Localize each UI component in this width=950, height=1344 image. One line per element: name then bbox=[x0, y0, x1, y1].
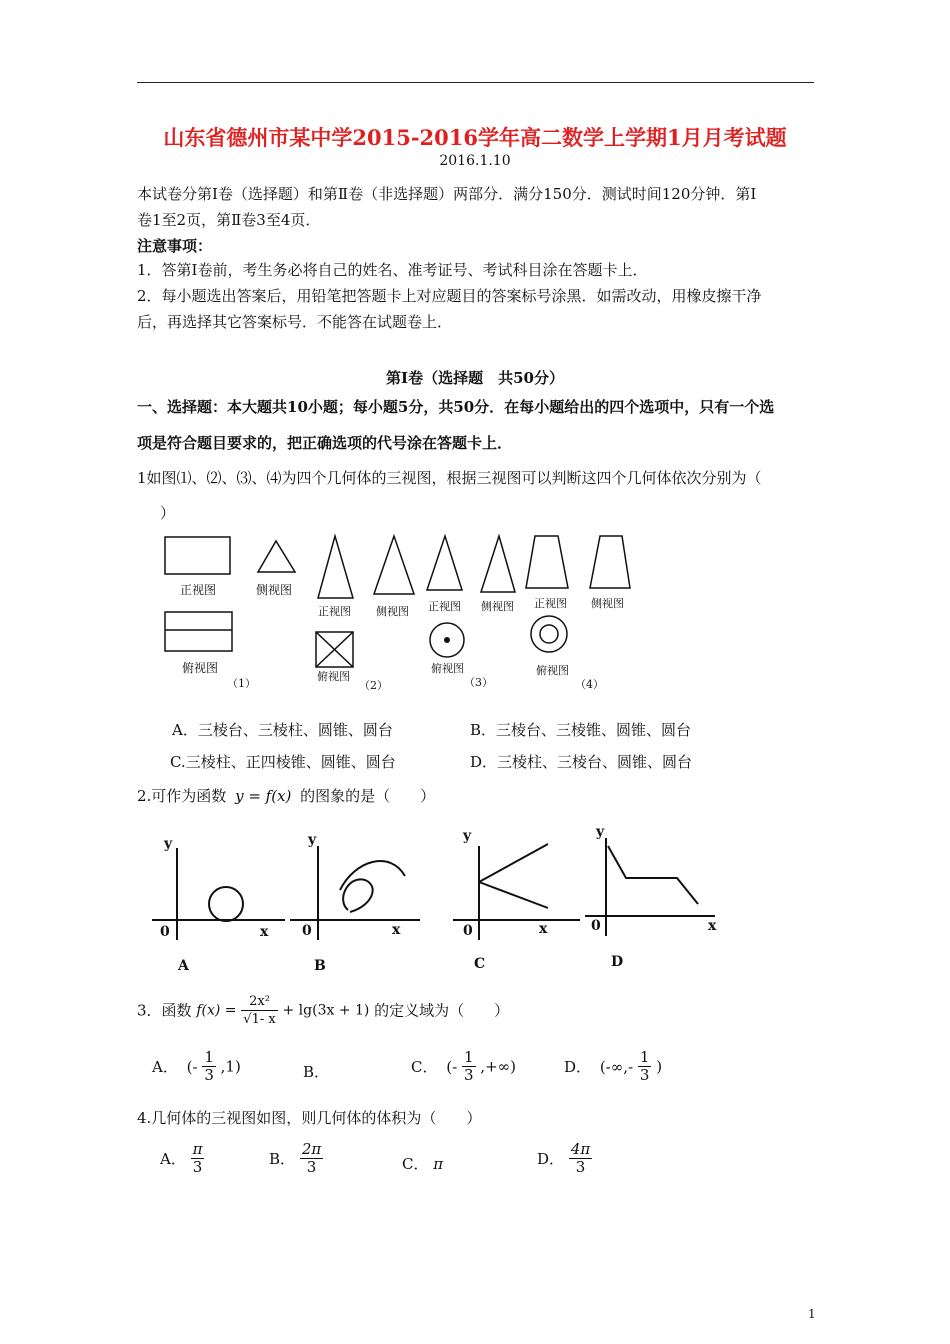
graph-b-x-label: x bbox=[392, 922, 401, 938]
q4-stem: 4.几何体的三视图如图，则几何体的体积为（ ） bbox=[137, 1109, 482, 1127]
graph-b-label: B bbox=[314, 958, 326, 974]
fig4-front-view bbox=[526, 536, 568, 588]
graph-c-x-label: x bbox=[539, 921, 548, 937]
q3-func-rest: + lg(3x + 1) bbox=[282, 1002, 370, 1019]
q3-stem-post: 的定义域为（ ） bbox=[374, 1001, 510, 1020]
graph-d-origin: 0 bbox=[591, 918, 601, 934]
graph-a-curve bbox=[209, 887, 243, 921]
q4-option-a-fraction bbox=[191, 1141, 205, 1176]
fig2-front-label: 正视图 bbox=[318, 605, 351, 618]
q3-option-c-num: 1 bbox=[463, 1048, 474, 1066]
graph-c-lower-ray bbox=[479, 882, 548, 908]
q3-option-a bbox=[152, 1049, 241, 1084]
q3-option-d bbox=[564, 1049, 662, 1084]
graph-d-label: D bbox=[611, 954, 624, 970]
q3-option-a-label: A． bbox=[152, 1058, 178, 1076]
q4-option-c-label: C． bbox=[402, 1155, 429, 1173]
q4-option-b-num: 2π bbox=[301, 1140, 322, 1158]
q3-option-c-fraction bbox=[462, 1049, 476, 1084]
fig1-number: （1） bbox=[227, 677, 256, 690]
q1-option-b: B．三棱台、三棱锥、圆锥、圆台 bbox=[470, 721, 692, 739]
graph-b-origin: 0 bbox=[302, 923, 312, 939]
graph-c-label: C bbox=[474, 956, 486, 972]
q3-func-lhs: f(x) = bbox=[196, 1002, 237, 1019]
graph-d-x-label: x bbox=[708, 918, 717, 934]
q4-option-d-den: 3 bbox=[575, 1158, 586, 1176]
q4-option-b-den: 3 bbox=[306, 1158, 317, 1176]
fig1-front-label: 正视图 bbox=[180, 583, 217, 597]
section-instruction-1: 一、选择题：本大题共10小题；每小题5分，共50分．在每小题给出的四个选项中，只有一个选 bbox=[137, 398, 775, 416]
fig3-top-label: 俯视图 bbox=[431, 662, 464, 675]
q3-option-a-post: ,1) bbox=[220, 1057, 241, 1076]
q4-option-d-label: D． bbox=[537, 1150, 565, 1168]
q3-option-d-label: D． bbox=[564, 1058, 592, 1076]
fig2-top-label: 俯视图 bbox=[317, 670, 350, 683]
graph-a-y-label: y bbox=[164, 836, 173, 852]
fig1-top-view bbox=[165, 612, 232, 651]
fig1-side-label: 侧视图 bbox=[256, 583, 293, 597]
header-rule bbox=[137, 82, 814, 83]
section-instruction-2: 项是符合题目要求的，把正确选项的代号涂在答题卡上． bbox=[137, 434, 513, 452]
exam-date: 2016.1.10 bbox=[439, 153, 511, 169]
q3-option-c bbox=[411, 1049, 516, 1084]
fig3-side-view bbox=[481, 536, 515, 592]
graph-a-x-label: x bbox=[260, 924, 269, 940]
section-title: 第Ⅰ卷（选择题 共50分） bbox=[386, 369, 564, 387]
q4-option-d bbox=[537, 1141, 592, 1176]
q3-option-a-den: 3 bbox=[204, 1066, 214, 1084]
q1-option-d: D．三棱柱、三棱台、圆锥、圆台 bbox=[470, 753, 693, 771]
fig3-front-view bbox=[427, 536, 462, 590]
notice-2b: 后，再选择其它答案标号．不能答在试题卷上． bbox=[137, 313, 453, 331]
graph-b-y-label: y bbox=[308, 832, 317, 848]
q4-option-b-fraction bbox=[300, 1141, 323, 1176]
q4-option-a bbox=[160, 1141, 204, 1176]
q2-graphs-figure bbox=[140, 820, 740, 980]
fig1-side-view bbox=[258, 541, 295, 572]
page-number: 1 bbox=[808, 1307, 816, 1321]
q3-option-c-post: ,+∞) bbox=[480, 1057, 516, 1076]
q1-option-c: C.三棱柱、正四棱锥、圆锥、圆台 bbox=[170, 753, 396, 771]
graph-d-curve bbox=[608, 846, 698, 904]
graph-a-origin: 0 bbox=[160, 924, 170, 940]
fig4-top-label: 俯视图 bbox=[536, 664, 569, 677]
q3-option-a-fraction bbox=[202, 1049, 216, 1084]
fig1-front-view bbox=[165, 537, 230, 574]
q1-stem: 1如图⑴、⑵、⑶、⑷为四个几何体的三视图，根据三视图可以判断这四个几何体依次分别为（ bbox=[137, 469, 762, 487]
q2-stem-pre: 2.可作为函数 bbox=[137, 787, 227, 805]
fig4-number: （4） bbox=[575, 678, 604, 691]
fig4-side-label: 侧视图 bbox=[591, 597, 624, 610]
intro-line-2: 卷1至2页，第Ⅱ卷3至4页． bbox=[137, 211, 321, 229]
q4-option-c bbox=[402, 1153, 443, 1174]
q1-option-a: A．三棱台、三棱柱、圆锥、圆台 bbox=[172, 721, 393, 739]
q3-func-numerator: 2x² bbox=[241, 993, 277, 1011]
q3-option-d-pre: (-∞,- bbox=[599, 1057, 634, 1076]
notice-title: 注意事项： bbox=[137, 237, 213, 255]
q1-stem-end: ） bbox=[160, 504, 176, 522]
fig4-front-label: 正视图 bbox=[534, 597, 567, 610]
q3-option-d-num: 1 bbox=[639, 1048, 650, 1066]
q3-option-b-label: B． bbox=[303, 1063, 330, 1081]
fig4-side-view bbox=[590, 536, 630, 588]
graph-c-origin: 0 bbox=[463, 923, 473, 939]
graph-d-y-label: y bbox=[596, 824, 605, 840]
q4-option-d-num: 4π bbox=[570, 1140, 591, 1158]
q2-function: y = f(x) bbox=[235, 787, 292, 805]
graph-a-label: A bbox=[178, 958, 189, 974]
q3-option-c-den: 3 bbox=[463, 1066, 474, 1084]
fig3-number: （3） bbox=[464, 676, 493, 689]
q3-option-d-fraction bbox=[638, 1049, 652, 1084]
q3-func-denominator: √1- x bbox=[243, 1012, 276, 1027]
q3-option-c-pre: (- bbox=[446, 1057, 458, 1076]
q4-option-a-num: π bbox=[192, 1140, 203, 1158]
q1-three-view-figure bbox=[150, 528, 650, 698]
fig4-top-view bbox=[531, 616, 567, 652]
intro-line-1: 本试卷分第Ⅰ卷（选择题）和第Ⅱ卷（非选择题）两部分．满分150分．测试时间120分钟．第Ⅰ bbox=[137, 185, 757, 203]
q3-option-d-post: ) bbox=[656, 1057, 663, 1076]
q4-option-c-value: π bbox=[433, 1155, 444, 1173]
q3-stem-pre: 3．函数 bbox=[137, 1001, 192, 1020]
fig2-number: （2） bbox=[359, 679, 388, 692]
fig2-front-view bbox=[318, 536, 353, 598]
q3-option-a-num: 1 bbox=[204, 1048, 214, 1066]
notice-1: 1．答第Ⅰ卷前，考生务必将自己的姓名、准考证号、考试科目涂在答题卡上． bbox=[137, 261, 648, 279]
q2-stem-post: 的图象的是（ ） bbox=[300, 787, 436, 805]
graph-c-upper-ray bbox=[479, 844, 548, 882]
fig2-side-view bbox=[374, 536, 414, 594]
q3-option-d-den: 3 bbox=[639, 1066, 650, 1084]
graph-c-y-label: y bbox=[463, 828, 472, 844]
q3-option-a-pre: (- bbox=[186, 1057, 198, 1076]
q4-option-d-fraction bbox=[569, 1141, 592, 1176]
fig2-side-label: 侧视图 bbox=[376, 605, 409, 618]
q2-stem bbox=[137, 785, 435, 806]
q3-stem bbox=[137, 993, 509, 1028]
q4-option-b-label: B． bbox=[269, 1150, 296, 1168]
q4-option-b bbox=[269, 1141, 323, 1176]
fig1-top-label: 俯视图 bbox=[182, 661, 219, 675]
fig3-side-label: 侧视图 bbox=[481, 600, 514, 613]
q3-option-b bbox=[303, 1061, 329, 1082]
q4-option-a-den: 3 bbox=[192, 1158, 203, 1176]
graph-b-curve bbox=[340, 861, 405, 912]
fig3-front-label: 正视图 bbox=[428, 600, 461, 613]
exam-title: 山东省德州市某中学2015-2016学年高二数学上学期1月月考试题 bbox=[163, 125, 787, 150]
q4-option-a-label: A． bbox=[160, 1150, 186, 1168]
q3-option-c-label: C． bbox=[411, 1058, 438, 1076]
notice-2a: 2．每小题选出答案后，用铅笔把答题卡上对应题目的答案标号涂黑．如需改动，用橡皮擦干净 bbox=[137, 287, 762, 305]
q3-func-fraction bbox=[241, 993, 277, 1028]
